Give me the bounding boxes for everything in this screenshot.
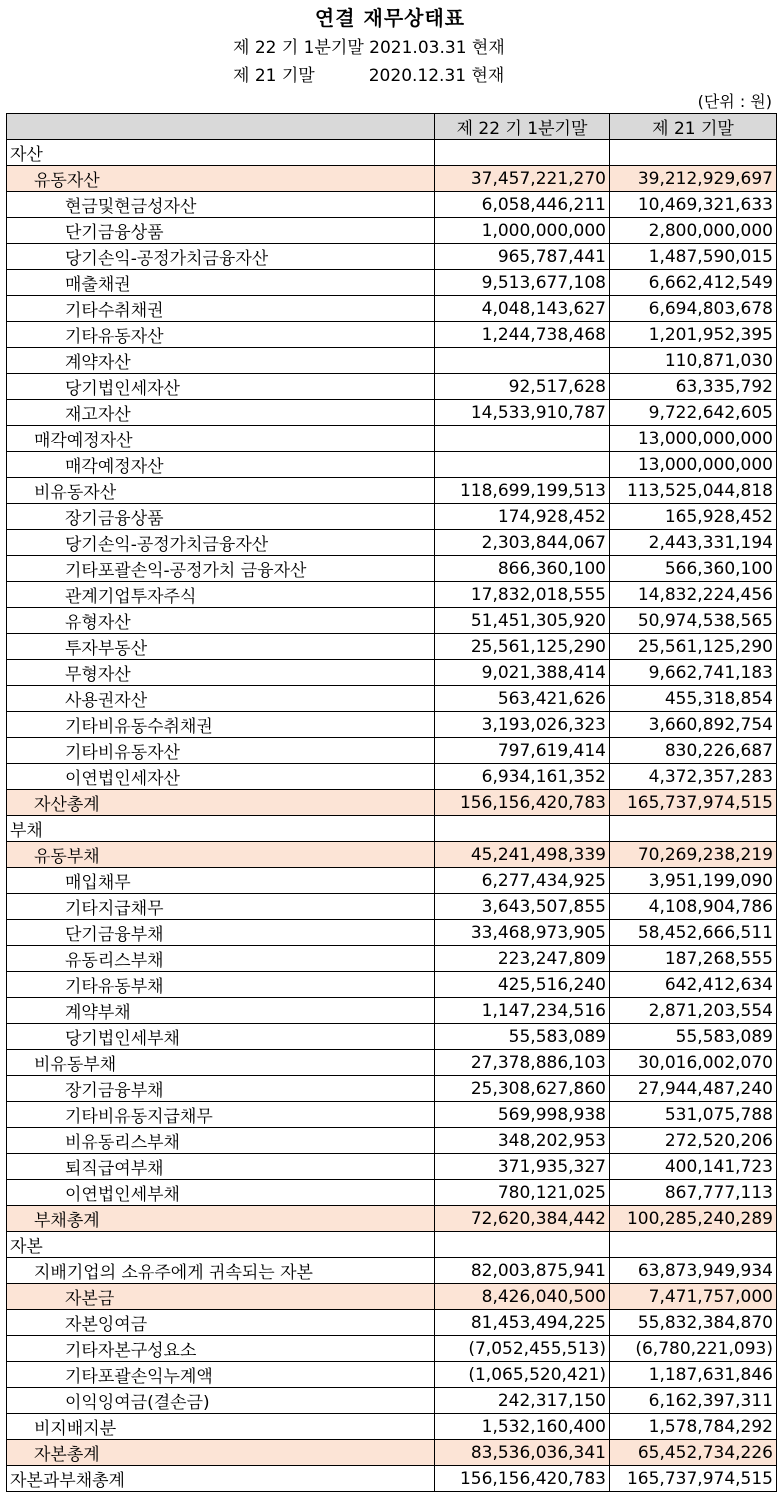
account-label: 장기금융부채 xyxy=(7,1076,435,1102)
prior-period-value: 14,832,224,456 xyxy=(610,582,777,608)
account-label: 기타지급채무 xyxy=(7,894,435,920)
account-label: 부채 xyxy=(7,816,435,842)
account-label: 유동자산 xyxy=(7,166,435,192)
prior-period-value: 165,737,974,515 xyxy=(610,790,777,816)
account-label: 자산총계 xyxy=(7,790,435,816)
current-period-value: 174,928,452 xyxy=(435,504,610,530)
current-period-line: 제 22 기 1분기말 2021.03.31 현재 xyxy=(233,38,505,58)
prior-period-value: 55,583,089 xyxy=(610,1024,777,1050)
account-label: 매입채무 xyxy=(7,868,435,894)
table-row xyxy=(7,894,777,920)
account-label: 이익잉여금(결손금) xyxy=(7,1388,435,1414)
table-row xyxy=(7,972,777,998)
current-period-value: 1,147,234,516 xyxy=(435,998,610,1024)
current-period-value: 4,048,143,627 xyxy=(435,296,610,322)
current-period-value: 780,121,025 xyxy=(435,1180,610,1206)
current-period-value: 9,021,388,414 xyxy=(435,660,610,686)
table-row xyxy=(7,1024,777,1050)
account-label: 유형자산 xyxy=(7,608,435,634)
table-row xyxy=(7,192,777,218)
statement-header xyxy=(0,0,780,112)
prior-period-value: 58,452,666,511 xyxy=(610,920,777,946)
prior-period-value: 27,944,487,240 xyxy=(610,1076,777,1102)
prior-period-value: 6,662,412,549 xyxy=(610,270,777,296)
table-row xyxy=(7,790,777,816)
table-row xyxy=(7,140,777,166)
table-row xyxy=(7,218,777,244)
prior-period-value: 9,662,741,183 xyxy=(610,660,777,686)
prior-period-value: 7,471,757,000 xyxy=(610,1284,777,1310)
account-label: 이연법인세자산 xyxy=(7,764,435,790)
prior-period-value: 100,285,240,289 xyxy=(610,1206,777,1232)
prior-period-value: 50,974,538,565 xyxy=(610,608,777,634)
account-label: 자산 xyxy=(7,140,435,166)
account-label: 유동리스부채 xyxy=(7,946,435,972)
table-row xyxy=(7,608,777,634)
prior-period-value: 2,443,331,194 xyxy=(610,530,777,556)
current-period-value: 25,308,627,860 xyxy=(435,1076,610,1102)
prior-period-value: 2,800,000,000 xyxy=(610,218,777,244)
prior-period-value: 2,871,203,554 xyxy=(610,998,777,1024)
table-row xyxy=(7,998,777,1024)
current-period-value: 33,468,973,905 xyxy=(435,920,610,946)
prior-period-value: 70,269,238,219 xyxy=(610,842,777,868)
account-label: 이연법인세부채 xyxy=(7,1180,435,1206)
table-row xyxy=(7,686,777,712)
table-row xyxy=(7,400,777,426)
current-period-value: 9,513,677,108 xyxy=(435,270,610,296)
table-row xyxy=(7,738,777,764)
current-period-value: 348,202,953 xyxy=(435,1128,610,1154)
current-period-value: 156,156,420,783 xyxy=(435,790,610,816)
table-row xyxy=(7,1154,777,1180)
account-label: 지배기업의 소유주에게 귀속되는 자본 xyxy=(7,1258,435,1284)
current-period-value: 6,277,434,925 xyxy=(435,868,610,894)
account-label: 자본잉여금 xyxy=(7,1310,435,1336)
current-period-value: 371,935,327 xyxy=(435,1154,610,1180)
table-row xyxy=(7,1414,777,1440)
table-row xyxy=(7,374,777,400)
table-row xyxy=(7,1440,777,1466)
table-row xyxy=(7,452,777,478)
account-label: 비유동자산 xyxy=(7,478,435,504)
current-period-value: 2,303,844,067 xyxy=(435,530,610,556)
account-label: 당기법인세부채 xyxy=(7,1024,435,1050)
account-label: 사용권자산 xyxy=(7,686,435,712)
prior-period-value: 39,212,929,697 xyxy=(610,166,777,192)
current-period-value: 92,517,628 xyxy=(435,374,610,400)
account-label: 재고자산 xyxy=(7,400,435,426)
prior-period-value: 165,928,452 xyxy=(610,504,777,530)
prior-period-value: (6,780,221,093) xyxy=(610,1336,777,1362)
prior-period-value: 400,141,723 xyxy=(610,1154,777,1180)
current-period-value: 563,421,626 xyxy=(435,686,610,712)
current-period-value: 1,244,738,468 xyxy=(435,322,610,348)
table-row xyxy=(7,1466,777,1492)
account-label: 매각예정자산 xyxy=(7,426,435,452)
current-period-value xyxy=(435,452,610,478)
column-header-prior: 제 21 기말 xyxy=(610,114,777,140)
prior-period-value: 566,360,100 xyxy=(610,556,777,582)
account-label: 기타자본구성요소 xyxy=(7,1336,435,1362)
current-period-value xyxy=(435,348,610,374)
prior-period-value: 3,951,199,090 xyxy=(610,868,777,894)
table-row xyxy=(7,348,777,374)
current-period-value: 8,426,040,500 xyxy=(435,1284,610,1310)
account-label: 기타유동부채 xyxy=(7,972,435,998)
account-label: 당기손익-공정가치금융자산 xyxy=(7,244,435,270)
current-period-value: 118,699,199,513 xyxy=(435,478,610,504)
account-label: 부채총계 xyxy=(7,1206,435,1232)
account-label: 무형자산 xyxy=(7,660,435,686)
table-header-row xyxy=(7,114,777,140)
prior-period-value: 642,412,634 xyxy=(610,972,777,998)
prior-period-value xyxy=(610,816,777,842)
prior-period-value: 3,660,892,754 xyxy=(610,712,777,738)
column-header-account xyxy=(7,114,435,140)
prior-period-value: 867,777,113 xyxy=(610,1180,777,1206)
table-row xyxy=(7,712,777,738)
table-body xyxy=(7,140,777,1492)
prior-period-value: 272,520,206 xyxy=(610,1128,777,1154)
account-label: 당기법인세자산 xyxy=(7,374,435,400)
current-period-value: (7,052,455,513) xyxy=(435,1336,610,1362)
column-header-current: 제 22 기 1분기말 xyxy=(435,114,610,140)
prior-period-value: 1,187,631,846 xyxy=(610,1362,777,1388)
account-label: 기타유동자산 xyxy=(7,322,435,348)
account-label: 기타포괄손익누계액 xyxy=(7,1362,435,1388)
account-label: 매출채권 xyxy=(7,270,435,296)
prior-period-value: 55,832,384,870 xyxy=(610,1310,777,1336)
current-period-value: 55,583,089 xyxy=(435,1024,610,1050)
current-period-value: (1,065,520,421) xyxy=(435,1362,610,1388)
account-label: 자본 xyxy=(7,1232,435,1258)
current-period-value xyxy=(435,426,610,452)
account-label: 기타비유동수취채권 xyxy=(7,712,435,738)
current-period-value: 1,532,160,400 xyxy=(435,1414,610,1440)
current-period-value: 6,934,161,352 xyxy=(435,764,610,790)
current-period-value xyxy=(435,140,610,166)
account-label: 기타수취채권 xyxy=(7,296,435,322)
table-row xyxy=(7,842,777,868)
table-row xyxy=(7,920,777,946)
current-period-value: 797,619,414 xyxy=(435,738,610,764)
table-row xyxy=(7,1050,777,1076)
prior-period-value: 30,016,002,070 xyxy=(610,1050,777,1076)
current-period-value: 51,451,305,920 xyxy=(435,608,610,634)
statement-title: 연결 재무상태표 xyxy=(314,6,466,30)
account-label: 관계기업투자주식 xyxy=(7,582,435,608)
prior-period-value xyxy=(610,140,777,166)
table-row xyxy=(7,1362,777,1388)
account-label: 장기금융상품 xyxy=(7,504,435,530)
table-row xyxy=(7,1232,777,1258)
table-row xyxy=(7,1102,777,1128)
prior-period-value: 6,694,803,678 xyxy=(610,296,777,322)
table-row xyxy=(7,426,777,452)
account-label: 자본총계 xyxy=(7,1440,435,1466)
table-row xyxy=(7,296,777,322)
current-period-value: 6,058,446,211 xyxy=(435,192,610,218)
prior-period-value: 110,871,030 xyxy=(610,348,777,374)
current-period-value: 156,156,420,783 xyxy=(435,1466,610,1492)
current-period-value: 3,193,026,323 xyxy=(435,712,610,738)
current-period-value: 242,317,150 xyxy=(435,1388,610,1414)
current-period-value: 1,000,000,000 xyxy=(435,218,610,244)
current-period-value xyxy=(435,1232,610,1258)
prior-period-value: 830,226,687 xyxy=(610,738,777,764)
table-row xyxy=(7,244,777,270)
current-period-value: 17,832,018,555 xyxy=(435,582,610,608)
prior-period-value: 13,000,000,000 xyxy=(610,426,777,452)
balance-sheet-table xyxy=(6,113,777,1492)
prior-period-value: 4,108,904,786 xyxy=(610,894,777,920)
table-row xyxy=(7,1388,777,1414)
table-row xyxy=(7,1206,777,1232)
table-row xyxy=(7,1310,777,1336)
account-label: 계약부채 xyxy=(7,998,435,1024)
account-label: 퇴직급여부채 xyxy=(7,1154,435,1180)
current-period-value: 27,378,886,103 xyxy=(435,1050,610,1076)
prior-period-value: 187,268,555 xyxy=(610,946,777,972)
table-row xyxy=(7,1076,777,1102)
table-row xyxy=(7,166,777,192)
table-row xyxy=(7,556,777,582)
table-row xyxy=(7,1284,777,1310)
current-period-value: 965,787,441 xyxy=(435,244,610,270)
current-period-value xyxy=(435,816,610,842)
current-period-value: 45,241,498,339 xyxy=(435,842,610,868)
prior-period-value: 10,469,321,633 xyxy=(610,192,777,218)
prior-period-line: 제 21 기말 2020.12.31 현재 xyxy=(233,66,505,86)
current-period-value: 72,620,384,442 xyxy=(435,1206,610,1232)
table-row xyxy=(7,270,777,296)
table-row xyxy=(7,1258,777,1284)
account-label: 비지배지분 xyxy=(7,1414,435,1440)
account-label: 계약자산 xyxy=(7,348,435,374)
account-label: 당기손익-공정가치금융자산 xyxy=(7,530,435,556)
prior-period-value: 63,335,792 xyxy=(610,374,777,400)
prior-period-value: 1,487,590,015 xyxy=(610,244,777,270)
prior-period-value xyxy=(610,1232,777,1258)
table-row xyxy=(7,764,777,790)
table-row xyxy=(7,1128,777,1154)
prior-period-value: 65,452,734,226 xyxy=(610,1440,777,1466)
table-row xyxy=(7,504,777,530)
account-label: 기타비유동지급채무 xyxy=(7,1102,435,1128)
prior-period-value: 6,162,397,311 xyxy=(610,1388,777,1414)
prior-period-value: 4,372,357,283 xyxy=(610,764,777,790)
table-row xyxy=(7,582,777,608)
table-row xyxy=(7,868,777,894)
unit-label: (단위 : 원) xyxy=(697,92,772,111)
current-period-value: 82,003,875,941 xyxy=(435,1258,610,1284)
prior-period-value: 165,737,974,515 xyxy=(610,1466,777,1492)
current-period-value: 25,561,125,290 xyxy=(435,634,610,660)
account-label: 단기금융상품 xyxy=(7,218,435,244)
account-label: 유동부채 xyxy=(7,842,435,868)
table-row xyxy=(7,634,777,660)
table-row xyxy=(7,530,777,556)
account-label: 매각예정자산 xyxy=(7,452,435,478)
prior-period-value: 13,000,000,000 xyxy=(610,452,777,478)
account-label: 자본금 xyxy=(7,1284,435,1310)
prior-period-value: 113,525,044,818 xyxy=(610,478,777,504)
current-period-value: 866,360,100 xyxy=(435,556,610,582)
table-row xyxy=(7,946,777,972)
current-period-value: 37,457,221,270 xyxy=(435,166,610,192)
table-row xyxy=(7,816,777,842)
current-period-value: 14,533,910,787 xyxy=(435,400,610,426)
current-period-value: 569,998,938 xyxy=(435,1102,610,1128)
account-label: 투자부동산 xyxy=(7,634,435,660)
table-row xyxy=(7,322,777,348)
account-label: 단기금융부채 xyxy=(7,920,435,946)
account-label: 기타포괄손익-공정가치 금융자산 xyxy=(7,556,435,582)
prior-period-value: 63,873,949,934 xyxy=(610,1258,777,1284)
prior-period-value: 1,578,784,292 xyxy=(610,1414,777,1440)
account-label: 비유동부채 xyxy=(7,1050,435,1076)
current-period-value: 425,516,240 xyxy=(435,972,610,998)
table-row xyxy=(7,1336,777,1362)
prior-period-value: 9,722,642,605 xyxy=(610,400,777,426)
account-label: 자본과부채총계 xyxy=(7,1466,435,1492)
table-row xyxy=(7,660,777,686)
account-label: 기타비유동자산 xyxy=(7,738,435,764)
table-row xyxy=(7,478,777,504)
prior-period-value: 455,318,854 xyxy=(610,686,777,712)
prior-period-value: 1,201,952,395 xyxy=(610,322,777,348)
current-period-value: 81,453,494,225 xyxy=(435,1310,610,1336)
prior-period-value: 531,075,788 xyxy=(610,1102,777,1128)
current-period-value: 83,536,036,341 xyxy=(435,1440,610,1466)
table-row xyxy=(7,1180,777,1206)
account-label: 현금및현금성자산 xyxy=(7,192,435,218)
prior-period-value: 25,561,125,290 xyxy=(610,634,777,660)
current-period-value: 223,247,809 xyxy=(435,946,610,972)
account-label: 비유동리스부채 xyxy=(7,1128,435,1154)
current-period-value: 3,643,507,855 xyxy=(435,894,610,920)
